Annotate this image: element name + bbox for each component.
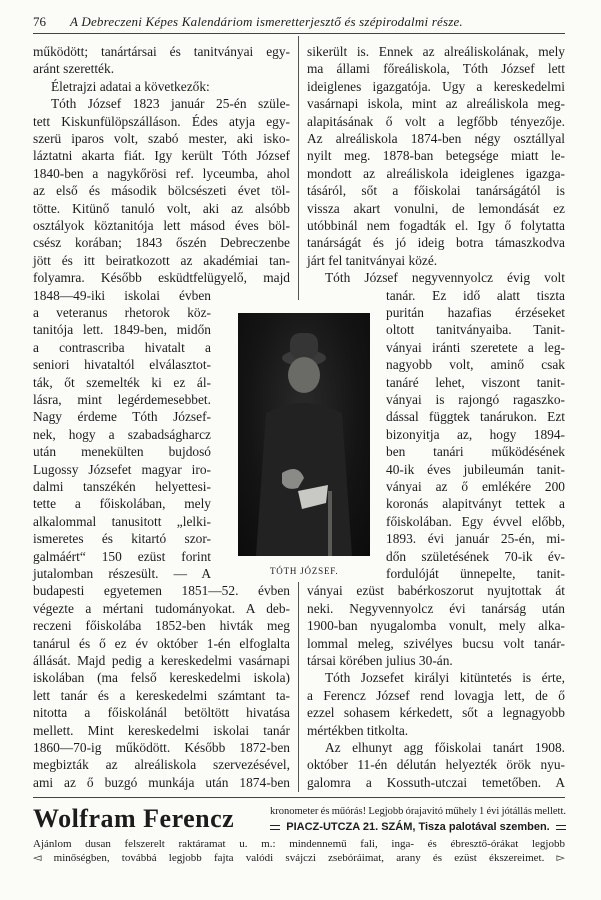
portrait-figure [238, 313, 370, 556]
text-line: reczeni főiskolába 1852-ben hivták meg [33, 618, 290, 634]
text-line: alkalommal tanusitott „lelki- [33, 513, 211, 529]
text-line: szerü iparos volt, szabó mester, aki isko- [33, 131, 290, 146]
text-line: Tóth József negyvennyolcz évig volt [325, 270, 565, 286]
text-line: mértékben titkolta. [307, 722, 409, 738]
text-line: lett tanár és a kereskedelmi számtant ta- [33, 687, 290, 703]
text-line: 1900-ban nyugalomba vonult, mely alka- [307, 618, 565, 634]
text-line: működött; tanártársai és tanitványai egy- [33, 44, 290, 59]
text-line: mellett. Mint kereskedelmi iskolai tanár [33, 722, 290, 738]
text-line: Tóth Jozsefet királyi kitüntetés is érte, [325, 670, 565, 686]
text-line: ismeretes és kitartó szor- [33, 531, 211, 547]
text-line: seniori hivataltól elválasztot- [33, 357, 211, 373]
text-line: láztatni akarta fiát. Igy került Tóth József [33, 148, 290, 164]
column-divider [298, 582, 299, 792]
page-number: 76 [33, 14, 46, 29]
text-line: megbizták az alreáliskola szervezésével, [33, 757, 290, 773]
text-line: alapitásának ő volt a legfőbb tényezője. [307, 113, 565, 129]
text-line: Lugossy Józsefet magyar iro- [33, 461, 211, 477]
ad-text-line: ◅ minőségben, továbbá legjobb fajta valódi svájczi zsebóráimat, arany és ezüst ékszereimet. ▻ [33, 852, 565, 864]
text-line: társai körében julius 30-án. [307, 653, 453, 668]
text-line: 1840-ben a nagykőrösi ref. lyceumba, ahol [33, 165, 290, 181]
text-line: vasárnapi iskola, mint az alreáliskola meg- [307, 96, 565, 112]
text-line: tanitója lett. 1849-ben, midőn [33, 322, 211, 338]
text-line: Az elhunyt agg főiskolai tanárt 1908. [325, 740, 565, 755]
text-line: aránt szerették. [33, 61, 115, 77]
text-line: tette a főiskolában, mely [33, 496, 211, 512]
text-line: dással függtek tanárukon. Ezt [386, 409, 565, 425]
text-line: nagyobb volt, aminő csak [386, 357, 565, 373]
text-line: Tóth József 1823 január 25-én szüle- [51, 96, 290, 112]
text-line: tanáré lehet, viszont tanit- [386, 374, 565, 390]
text-line: budapesti egyetemen 1851—52. évben [33, 583, 290, 599]
header-rule [33, 33, 565, 34]
photo-caption: TÓTH JÓZSEF. [270, 566, 339, 576]
text-line: ideiglenes igazgatója. Ugy a kereskedelmi [307, 78, 565, 94]
text-line: 1893. évi január 25-én, mi- [386, 531, 565, 547]
text-line: folyamra. Később esküdtfelügyelő, majd [33, 270, 290, 286]
text-line: ványai iránti szeretete a leg- [386, 339, 565, 355]
text-line: galmáért“ 150 ezüst forint [33, 548, 211, 564]
text-line: ványai az ő emlékére 200 [386, 479, 565, 494]
double-rule [270, 825, 280, 830]
ad-merchant-name: Wolfram Ferencz [33, 804, 235, 833]
text-line: 1860—70-ig működött. Később 1872-ben [33, 740, 290, 755]
text-line: október 11-én délután helyezték örök nyu- [307, 757, 565, 773]
portrait-photo [238, 313, 370, 556]
ad-address: PIACZ-UTCZA 21. SZÁM, Tisza palotával szemben. [286, 821, 550, 833]
footer-rule [33, 797, 565, 798]
running-header-title: A Debreczeni Képes Kalendáriom ismeretterjesztő és szépirodalmi része. [70, 14, 463, 29]
text-line: Életrajzi adatai a következők: [51, 78, 210, 94]
text-line: jött és itt beiratkozott az akadémiai tan- [33, 252, 290, 268]
text-line: az első és második bölcsészeti évet töl- [33, 183, 290, 199]
double-rule [556, 825, 566, 830]
text-line: tásáról, sőt a főiskolai tanárságától is [307, 183, 565, 199]
text-line: koronás alapitványt tettek a [386, 496, 565, 512]
text-line: járt fel tanitványai közé. [307, 252, 438, 268]
text-line: 40-ik éves jubileumán tanit- [386, 461, 565, 477]
text-line: ványai is rajongó ragaszko- [386, 392, 565, 407]
text-line: bizonyitja az, hogy 1894- [386, 426, 565, 442]
text-line: nitotta a főiskolánál betöltött hivatása [33, 705, 290, 721]
text-line: tötte. Kitünő tanuló volt, aki az alsóbb [33, 200, 290, 216]
text-line: ványai ezüst babérkoszorut nyujtottak át [307, 583, 565, 599]
text-line: Nagy érdeme Tóth József- [33, 409, 211, 425]
text-line: lommal meleg, szivélyes bucsu volt tanár- [307, 635, 565, 651]
text-line: tanár. Ez idő alatt tiszta [386, 287, 565, 303]
ad-address-row [270, 820, 566, 834]
text-line: a veteranus rhetorok köz- [33, 305, 211, 320]
text-line: a Ferencz József rend lovagja lett, de ő [307, 687, 565, 703]
text-line: dőn születésének 70-ik év- [386, 548, 565, 564]
ad-text-line: Ajánlom dusan felszerelt raktáramat u. m.: mindennemű fali, inga- és ébresztő-órákat legjobb [33, 838, 565, 850]
text-line: végezte a mértani tudományokat. A deb- [33, 600, 290, 616]
text-line: 1848—49-iki iskolai évben [33, 287, 211, 303]
text-line: utóbbinál nem fogadták el. Igy ő folytatta [307, 218, 565, 233]
text-line: oltott tanitványaiba. Tanit- [386, 322, 565, 338]
text-line: puritán hazafias érzéseket [386, 305, 565, 320]
text-line: Az alreáliskola 1874-ben négy osztállyal [307, 131, 565, 146]
text-line: dalmi tanszékén helyettesi- [33, 479, 211, 494]
text-line: fordulóját ünnepelte, tanit- [386, 566, 565, 581]
text-line: osztályok köztanitója lett másod éves böl- [33, 218, 290, 233]
text-line: állását. Majd pedig a kereskedelmi vasárnapi [33, 653, 290, 668]
text-line: ami az ő buzgó munkája után 1874-ben [33, 774, 290, 790]
text-line: neki. Negyvennyolcz évi tanárság után [307, 600, 565, 616]
text-line: galomra a Kossuth-utczai temetőben. A [307, 774, 565, 790]
column-divider [298, 36, 299, 300]
text-line: vissza akart vonulni, de lemondását ez [307, 200, 565, 216]
text-line: tanárságát és jó ideig botra támaszkodva [307, 235, 565, 251]
text-line: csész korában; 1843 őszén Debreczenbe [33, 235, 290, 251]
text-line: sikerült is. Ennek az alreáliskolának, mely [307, 44, 565, 59]
text-line: mondott az alreáliskola ideiglenes igazga- [307, 165, 565, 181]
text-line: tanárul és ő ez év október 1-én elfoglalta [33, 635, 290, 651]
text-line: ták, őt szemelték ki ez ál- [33, 374, 211, 390]
text-line: nek, hogy a szabadságharcz [33, 426, 211, 442]
text-line: ma állami főreáliskola, Tóth József lett [307, 61, 565, 77]
text-line: tett Kiskunfülöpszálláson. Édes atyja egy- [33, 113, 290, 129]
text-line: lásra, mint legérdemesebbet. [33, 392, 211, 407]
ad-tagline: kronometer és műórás! Legjobb órajavitó műhely 1 évi jótállás mellett. [270, 806, 566, 817]
text-line: nyilt meg. 1878-ban betegsége miatt le- [307, 148, 565, 164]
text-line: a contrascriba hivatalt a [33, 339, 211, 355]
text-line: után menekülten bujdosó [33, 444, 211, 460]
text-line: jutalomban részesült. — A [33, 566, 211, 581]
text-line: főiskolában. Egy évvel előbb, [386, 513, 565, 529]
text-line: ben tanári működésének [386, 444, 565, 460]
text-line: iskolában (ma felső kereskedelmi iskola) [33, 670, 290, 686]
text-line: ezzel sohasem kérkedett, sőt a legnagyobb [307, 705, 565, 721]
